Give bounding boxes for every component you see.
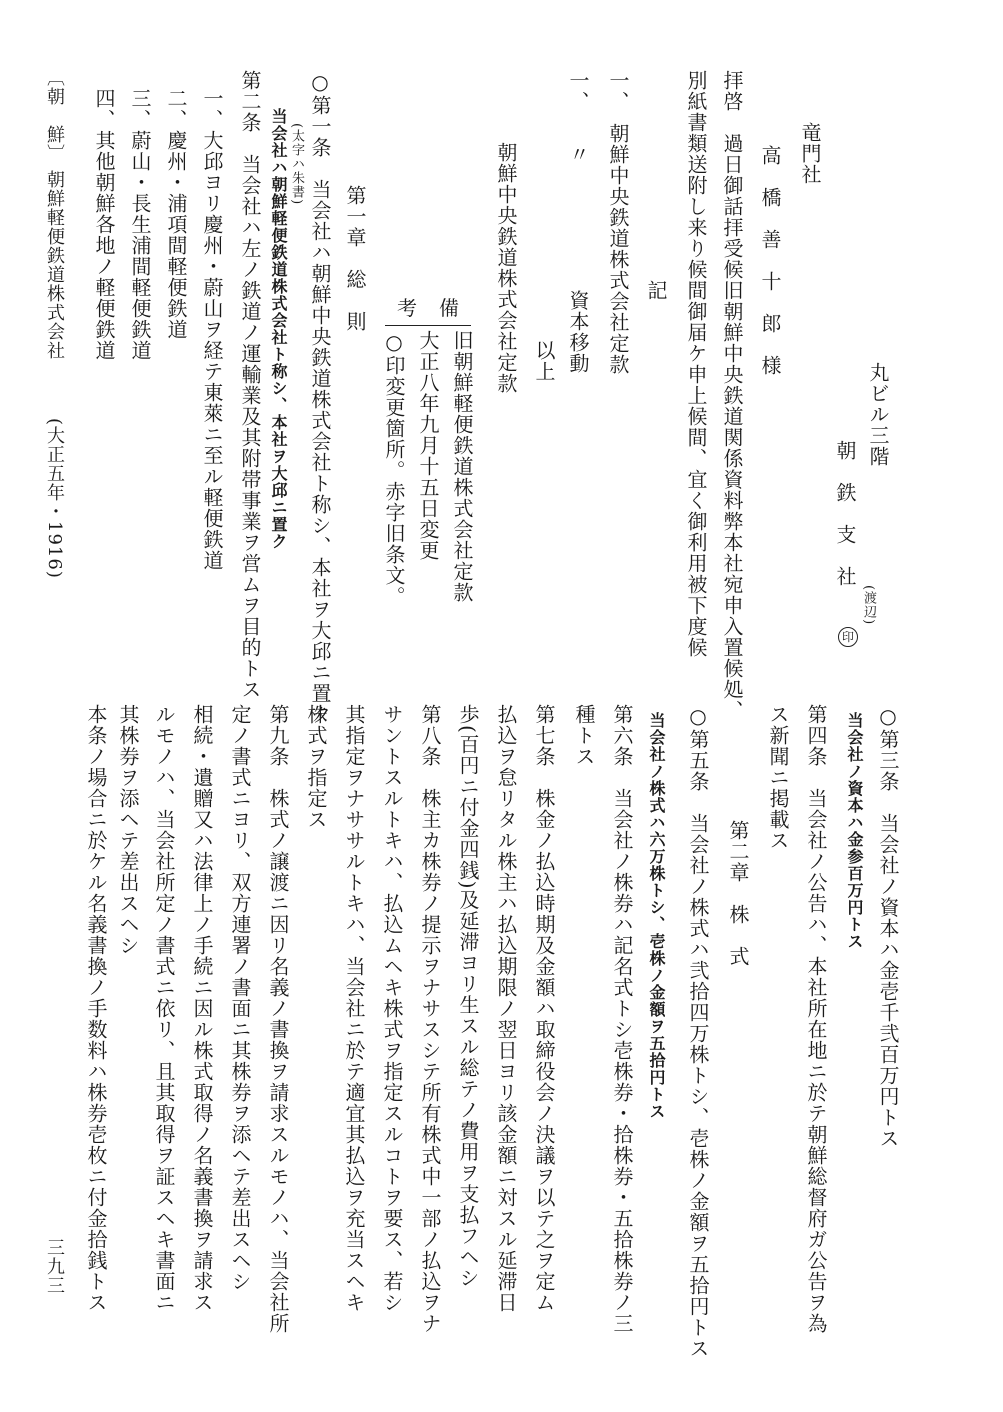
article-8-line4: 株式ヲ指定ス [304, 704, 328, 830]
chapter-2-heading: 第二章 株 式 [726, 820, 750, 967]
recipient-org: 竜門社 [798, 122, 822, 185]
article-1-red-text: 当会社ハ朝鮮軽便鉄道株式会社ト称シ、本社ヲ大邱ニ置ク [269, 108, 288, 550]
ki-heading: 記 [644, 280, 668, 301]
biko-line2: 大正八年九月十五日変更 [416, 330, 440, 561]
article-1: ○第一条 当会社ハ朝鮮中央鉄道株式会社ト称シ、本社ヲ大邱ニ置ク [308, 70, 332, 725]
article-9-line4: ルモノハ、当会社所定ノ書式ニ依リ、且其取得ヲ証スヘキ書面ニ [152, 704, 176, 1313]
letter-body-line1: 拝啓 過日御話拝受候旧朝鮮中央鉄道関係資料弊本社宛申入置候処、 [720, 70, 744, 721]
article-9-line2: 定ノ書式ニヨリ、双方連署ノ書面ニ其株券ヲ添ヘテ差出スヘシ [228, 704, 252, 1292]
footer-year: (大正五年・1916) [44, 418, 65, 579]
ijo: 以上 [532, 340, 556, 382]
article-8-line2: サントスルトキハ、払込ムヘキ株式ヲ指定スルコトヲ要ス、若シ [380, 704, 404, 1313]
article-8-line1: 第八条 株主カ株券ノ提示ヲナサスシテ所有株式中一部ノ払込ヲナ [418, 704, 442, 1334]
article-5: ○第五条 当会社ノ株式ハ弐拾四万株トシ、壱株ノ金額ヲ五拾円トス [686, 704, 710, 1359]
article-8-line3: 其指定ヲナササルトキハ、当会社ニ於テ適宜其払込ヲ充当スヘキ [342, 704, 366, 1313]
article-2-item: 三、蔚山・長生浦間軽便鉄道 [128, 88, 152, 361]
sender-person: (渡辺) [861, 585, 876, 626]
article-9-line1: 第九条 株式ノ譲渡ニ因リ名義ノ書換ヲ請求スルモノハ、当会社所 [266, 704, 290, 1334]
article-4-line1: 第四条 当会社ノ公告ハ、本社所在地ニ於テ朝鮮総督府ガ公告ヲ為 [804, 704, 828, 1334]
item-2-prefix: 一、 〃 [566, 70, 590, 165]
sender-floor: 丸ビル三階 [866, 362, 890, 467]
article-9-line3: 相続・遺贈又ハ法律上ノ手続ニ因ル株式取得ノ名義書換ヲ請求ス [190, 704, 214, 1313]
page-number: 三九三 [44, 1238, 65, 1295]
sender-name: 朝 鉄 支 社 [833, 440, 857, 587]
article-7-line2: 払込ヲ怠リタル株主ハ払込期限ノ翌日ヨリ該金額ニ対スル延滞日 [494, 704, 518, 1313]
article-2: 第二条 当会社ハ左ノ鉄道ノ運輸業及其附帯事業ヲ営ムヲ目的トス [238, 70, 262, 700]
item-2-text: 資本移動 [566, 290, 590, 374]
biko-bracket [385, 325, 471, 326]
chapter-1-heading: 第一章 総 則 [343, 185, 367, 332]
document-title: 朝鮮中央鉄道株式会社定款 [494, 142, 518, 394]
footer-region: 〔朝 鮮〕 [44, 68, 65, 163]
article-2-item: 二、慶州・浦項間軽便鉄道 [164, 88, 188, 340]
article-2-item: 一、大邱ヨリ慶州・蔚山ヲ経テ東萊ニ至ル軽便鉄道 [200, 88, 224, 571]
recipient-name: 高 橋 善 十 郎 様 [758, 145, 782, 376]
biko-line1: 旧朝鮮軽便鉄道株式会社定款 [450, 330, 474, 603]
article-5-red-text: 当会社ノ株式ハ六万株トシ、壱株ノ金額ヲ五拾円トス [647, 712, 666, 1120]
article-9-line6: 本条ノ場合ニ於ケル名義書換ノ手数料ハ株券壱枚ニ付金拾銭トス [84, 704, 108, 1313]
article-9-line5: 其株券ヲ添ヘテ差出スヘシ [116, 704, 140, 956]
article-1-note: (太字ハ朱書) [289, 123, 304, 206]
article-7-line1: 第七条 株金ノ払込時期及金額ハ取締役会ノ決議ヲ以テ之ヲ定ム [532, 704, 556, 1313]
biko-heading: 考 備 [397, 296, 460, 320]
article-3: ○第三条 当会社ノ資本ハ金壱千弐百万円トス [876, 704, 900, 1149]
article-7-line3: 歩(百円ニ付金四銭)及延滞ヨリ生スル総テノ費用ヲ支払フヘシ [456, 704, 480, 1289]
footer-company: 朝鮮軽便鉄道株式会社 [44, 170, 65, 360]
letter-body-line2: 別紙書類送附し来り候間御届ケ申上候間、宜く御利用被下度候 [684, 70, 708, 658]
seal-stamp: 印 [838, 627, 858, 647]
article-6-line1: 第六条 当会社ノ株券ハ記名式トシ壱株券・拾株券・五拾株券ノ三 [610, 704, 634, 1334]
article-3-red-text: 当会社ノ資本ハ金参百万円トス [845, 712, 864, 950]
article-6-line2: 種トス [572, 704, 596, 767]
article-4-line2: ス新聞ニ掲載ス [766, 704, 790, 851]
biko-line3: ○印変更箇所。赤字旧条文。 [382, 330, 406, 607]
article-2-item: 四、其他朝鮮各地ノ軽便鉄道 [92, 88, 116, 361]
item-1: 一、 朝鮮中央鉄道株式会社定款 [606, 70, 630, 375]
